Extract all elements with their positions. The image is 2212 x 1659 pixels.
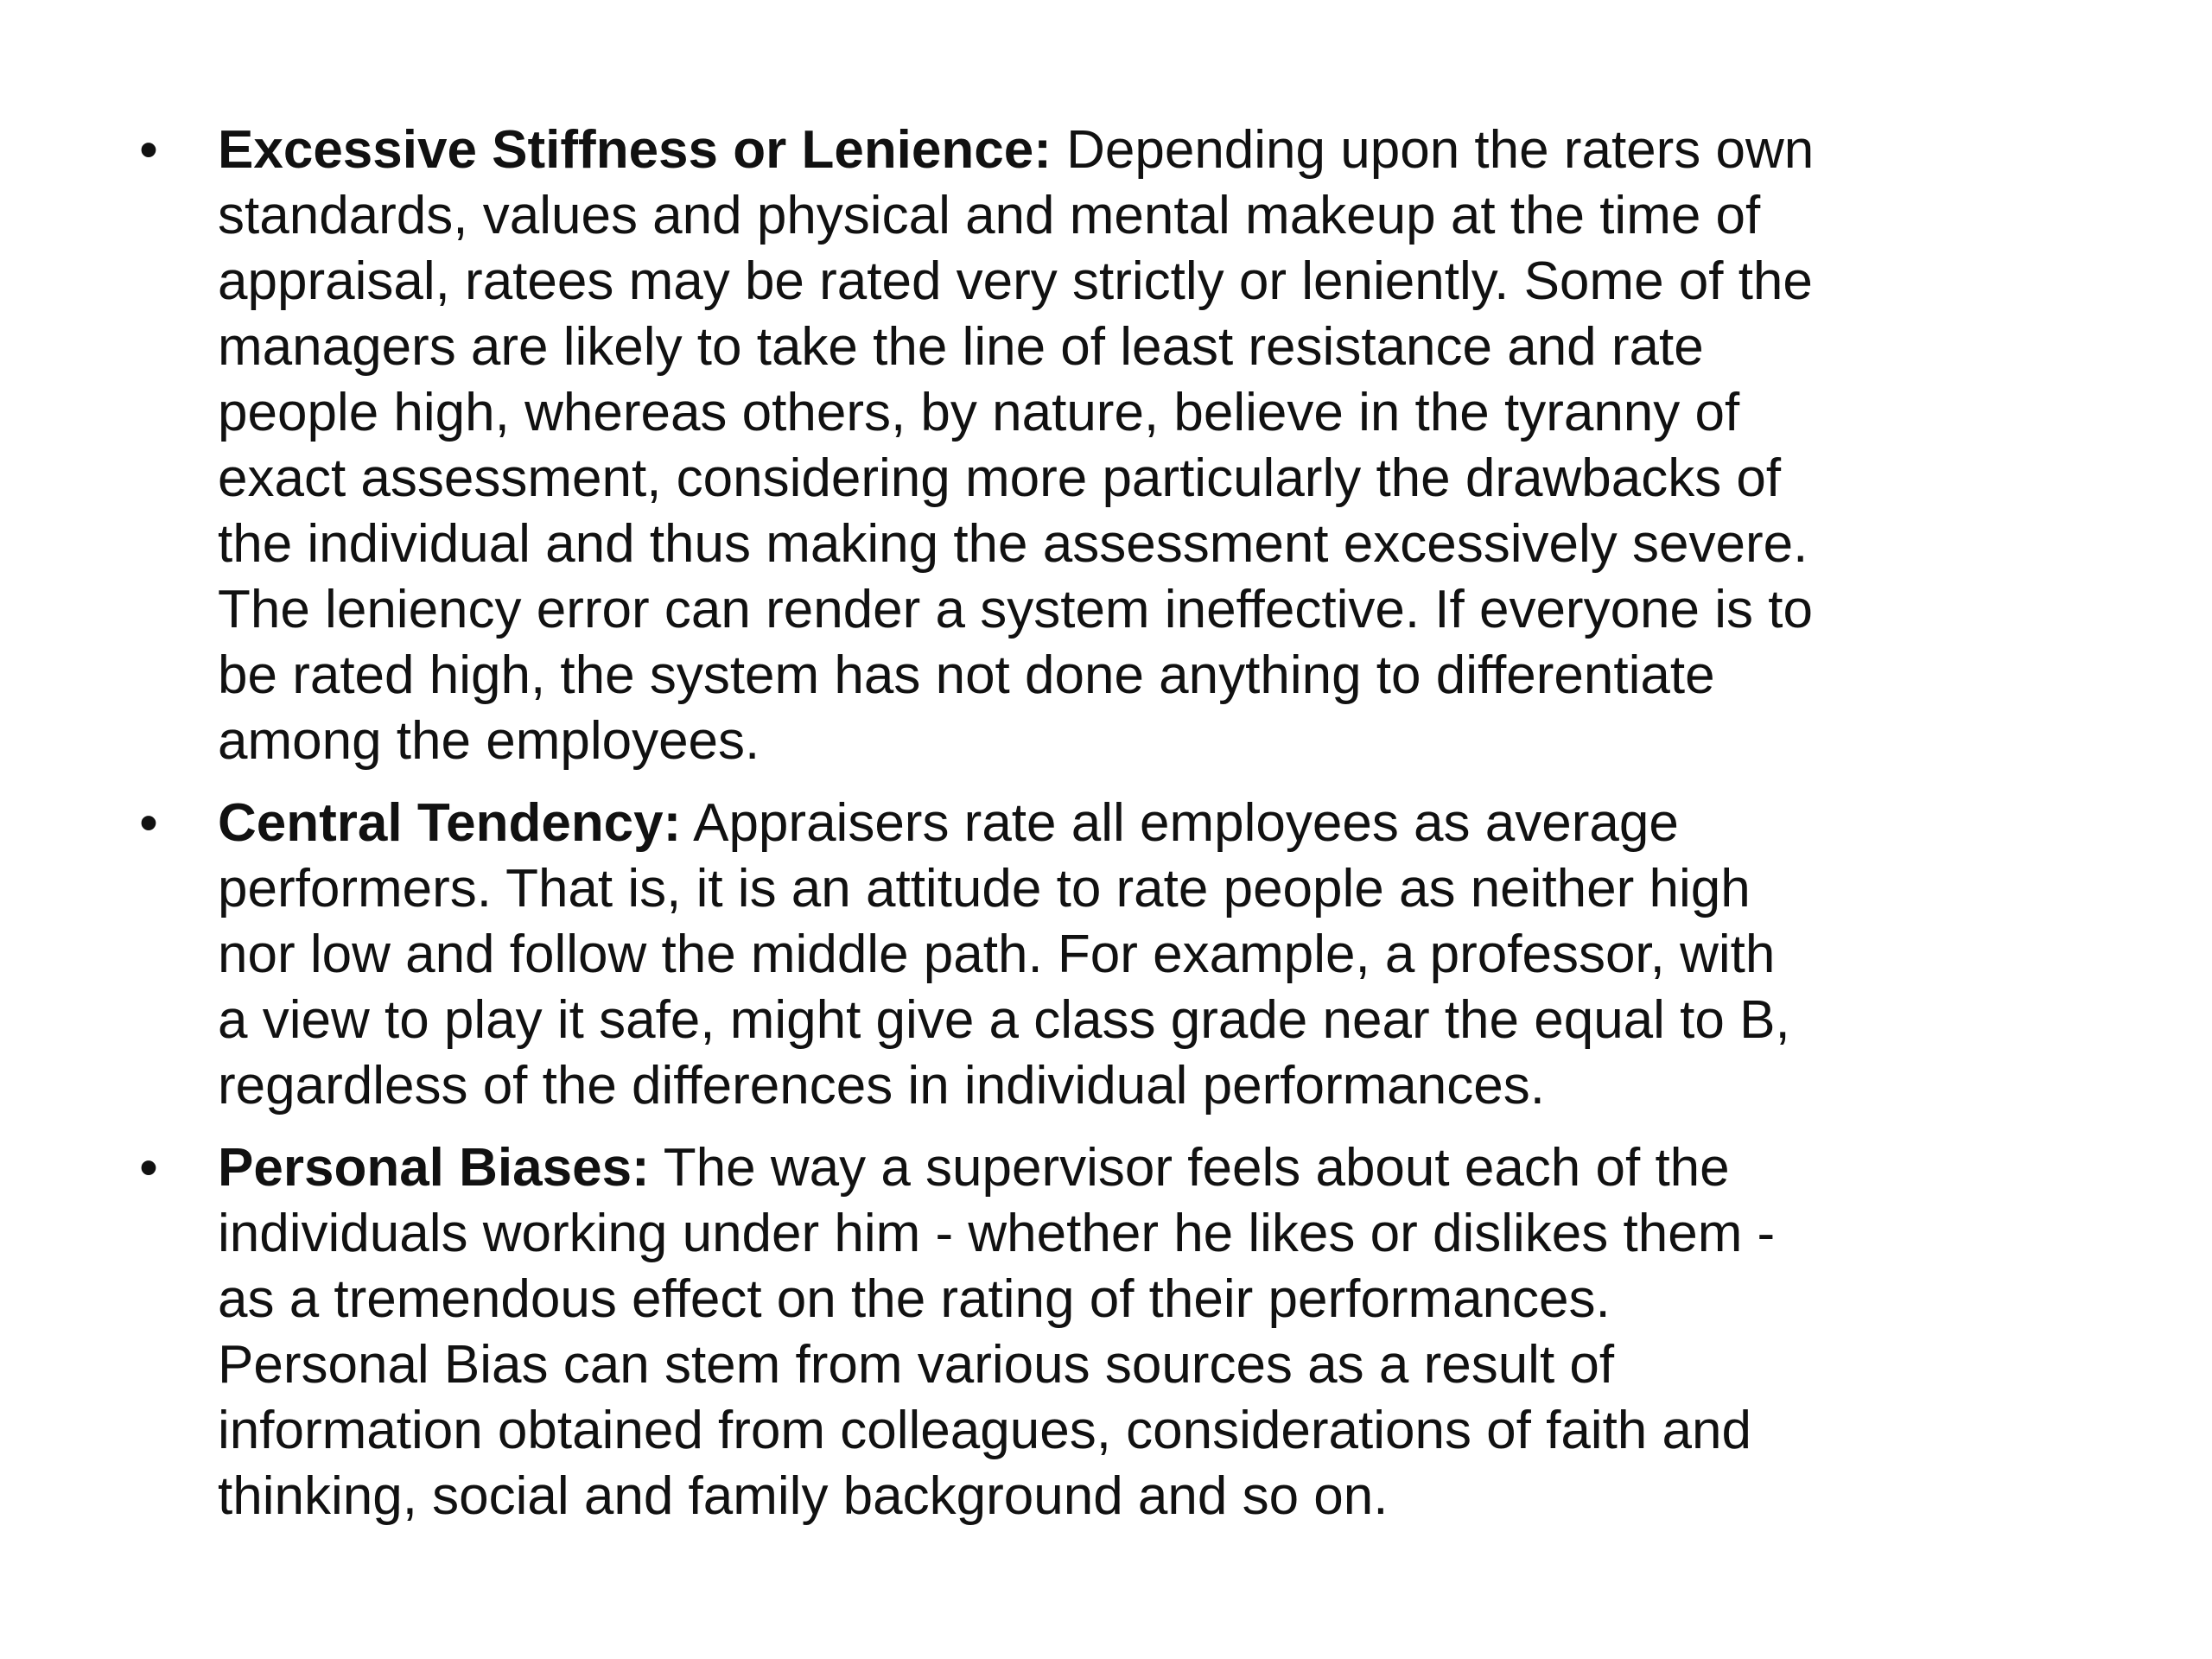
bullet-text: Depending upon the raters own bbox=[1051, 120, 1815, 180]
bullet-text: The way a supervisor feels about each of the bbox=[649, 1138, 1730, 1198]
bullet-first-line bbox=[218, 1135, 2101, 1201]
bullet-text-line: appraisal, ratees may be rated very strictly or leniently. Some of the bbox=[218, 251, 1813, 311]
bullet-marker: • bbox=[139, 1138, 158, 1198]
bullet-text-line: Personal Bias can stem from various sources as a result of bbox=[218, 1335, 1615, 1395]
bullet-text-line: The leniency error can render a system ineffective. If everyone is to bbox=[218, 580, 1813, 639]
bullet-first-line bbox=[218, 791, 2101, 856]
bullet-text-line: performers. That is, it is an attitude to rate people as neither high bbox=[218, 859, 1751, 918]
bullet-term: Personal Biases: bbox=[218, 1138, 650, 1198]
bullet-marker: • bbox=[139, 120, 158, 180]
bullet-list bbox=[131, 118, 2101, 1546]
bullet-text-line: thinking, social and family background and so on. bbox=[218, 1466, 1389, 1526]
bullet-first-line bbox=[218, 118, 2101, 183]
bullet-text-line: exact assessment, considering more particularly the drawbacks of bbox=[218, 448, 1782, 508]
bullet-text-line: the individual and thus making the assessment excessively severe. bbox=[218, 514, 1808, 574]
bullet-text-line: managers are likely to take the line of least resistance and rate bbox=[218, 317, 1704, 377]
bullet-item-personal-biases bbox=[131, 1135, 2101, 1529]
bullet-item-central-tendency bbox=[131, 791, 2101, 1119]
bullet-marker: • bbox=[139, 793, 158, 853]
bullet-text-line: information obtained from colleagues, considerations of faith and bbox=[218, 1401, 1751, 1460]
bullet-text: Appraisers rate all employees as average bbox=[681, 793, 1679, 853]
bullet-text-line: as a tremendous effect on the rating of their performances. bbox=[218, 1269, 1611, 1329]
bullet-text-line: people high, whereas others, by nature, believe in the tyranny of bbox=[218, 383, 1740, 442]
bullet-text-line: nor low and follow the middle path. For example, a professor, with bbox=[218, 925, 1776, 984]
bullet-term: Central Tendency: bbox=[218, 793, 682, 853]
bullet-text-line: a view to play it safe, might give a class grade near the equal to B, bbox=[218, 990, 1790, 1050]
bullet-item-excessive-stiffness bbox=[131, 118, 2101, 774]
bullet-text-line: be rated high, the system has not done anything to differentiate bbox=[218, 645, 1715, 705]
bullet-term: Excessive Stiffness or Lenience: bbox=[218, 120, 1052, 180]
bullet-text-line: standards, values and physical and mental makeup at the time of bbox=[218, 186, 1761, 245]
bullet-text-line: among the employees. bbox=[218, 711, 760, 771]
bullet-text-line: individuals working under him - whether he likes or dislikes them - bbox=[218, 1204, 1776, 1263]
bullet-text-line: regardless of the differences in individual performances. bbox=[218, 1056, 1545, 1116]
